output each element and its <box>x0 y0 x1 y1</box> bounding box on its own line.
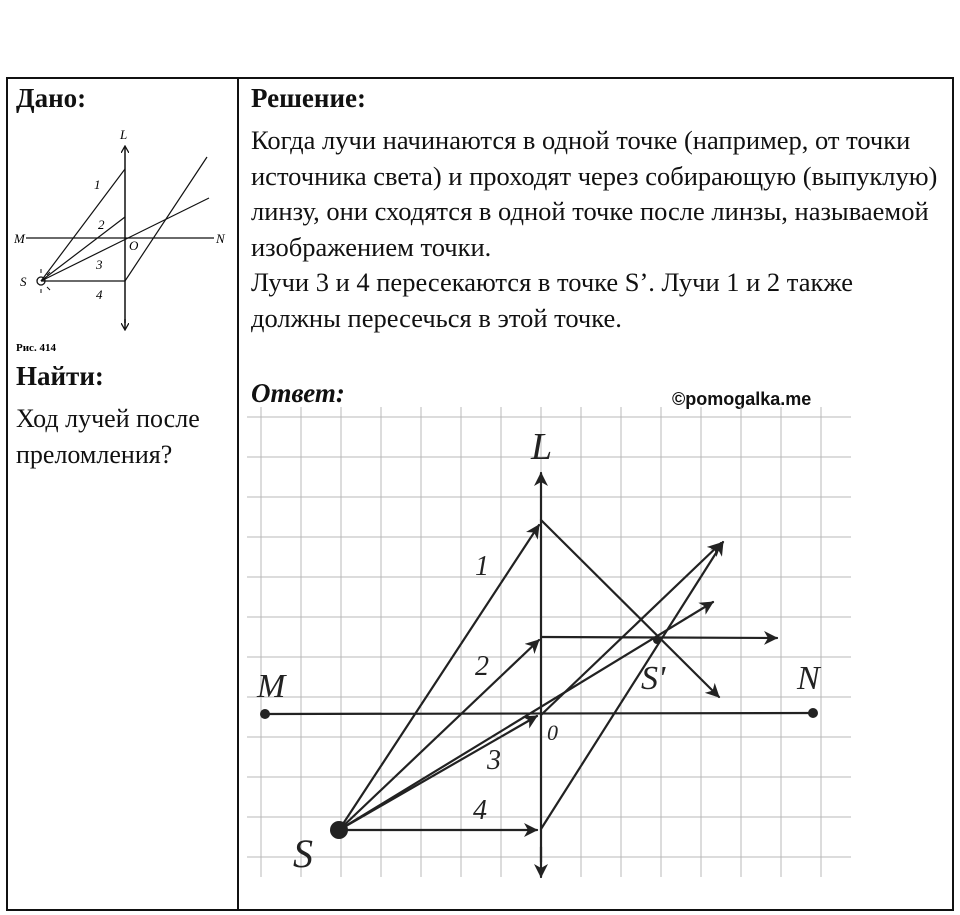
refracted-ray-4 <box>541 542 723 829</box>
label-M: M <box>14 231 25 246</box>
grid <box>247 407 851 877</box>
answer-label-S: S <box>293 831 313 876</box>
point-M <box>260 709 270 719</box>
watermark: ©pomogalka.me <box>672 389 812 409</box>
ray-refracted <box>125 157 207 281</box>
point-S <box>330 821 348 839</box>
label-S: S <box>20 274 27 289</box>
solution-text <box>251 123 941 336</box>
label-N: N <box>216 231 225 246</box>
ray-2 <box>41 217 125 281</box>
answer-label-L: L <box>531 426 553 468</box>
answer-ray-number-1: 1 <box>475 551 489 582</box>
answer-diagram <box>247 407 851 887</box>
task-table <box>6 77 954 911</box>
ray-number-3: 3 <box>96 257 103 272</box>
given-column <box>8 79 239 909</box>
answer-label-N: N <box>797 660 820 697</box>
answer-label-S-image: S' <box>641 660 666 697</box>
answer-ray-number-2: 2 <box>475 651 489 682</box>
ray-number-2: 2 <box>98 217 105 232</box>
answer-title: Ответ: <box>251 378 345 408</box>
refracted-ray-1 <box>541 520 719 697</box>
solution-paragraph-2: Лучи 3 и 4 пересекаются в точке S’. Лучи 1 и 2 также должны пересечься в этой точке. <box>251 267 854 333</box>
answer-label-O: 0 <box>547 720 558 745</box>
given-title: Дано: <box>16 83 87 113</box>
point-N <box>808 708 818 718</box>
given-diagram <box>14 123 228 353</box>
solution-column <box>239 79 952 909</box>
label-O: O <box>129 238 139 253</box>
point-S-image <box>653 636 661 644</box>
label-L: L <box>120 127 128 142</box>
answer-ray-number-4: 4 <box>473 795 487 826</box>
ray-1 <box>41 169 125 281</box>
answer-label-M: M <box>257 668 286 705</box>
find-text: Ход лучей после преломления? <box>16 404 200 469</box>
ray-number-4: 4 <box>96 287 103 302</box>
answer-ray-2 <box>339 640 539 830</box>
answer-ray-1 <box>339 525 539 830</box>
ray-number-1: 1 <box>94 177 101 192</box>
refracted-ray-3 <box>541 543 721 715</box>
answer-ray-number-3: 3 <box>487 745 501 776</box>
solution-paragraph-1: Когда лучи начинаются в одной точке (например, от точки источника света) и проходят через собирающую (выпуклую) линзу, они сходятся в одной точке после линзы, называемой изображением точки. <box>251 125 938 262</box>
figure-caption: Рис. 414 <box>16 342 56 353</box>
answer-principal-axis <box>265 713 813 714</box>
find-title: Найти: <box>16 361 104 391</box>
solution-title: Решение: <box>251 83 366 113</box>
